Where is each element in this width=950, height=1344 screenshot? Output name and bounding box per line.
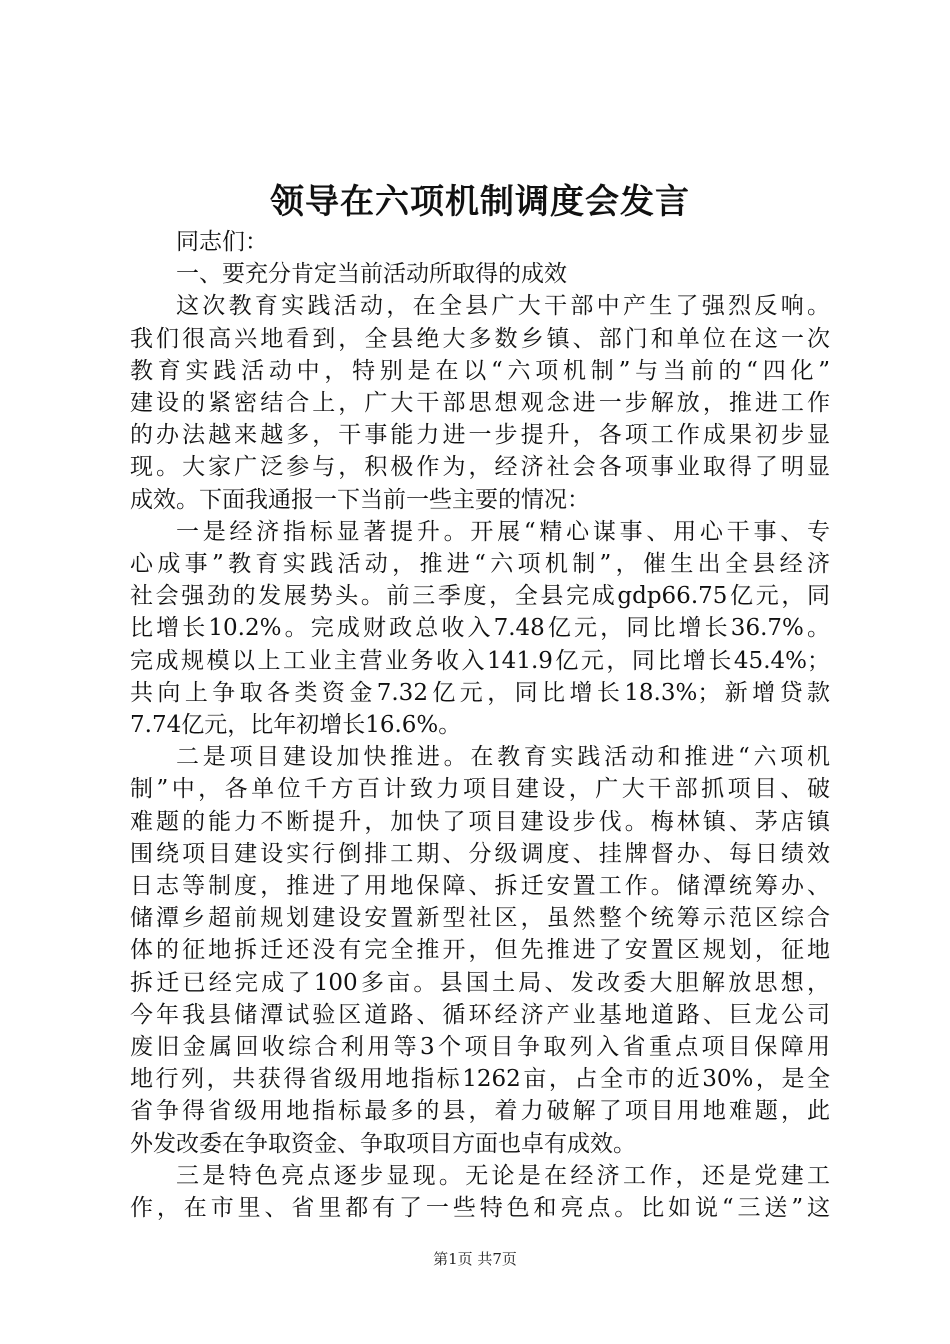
text-line: 日志等制度，推进了用地保障、拆迁安置工作。储潭统筹办、 (130, 873, 830, 900)
text-line: 的办法越来越多，干事能力进一步提升，各项工作成果初步显 (130, 422, 830, 449)
text-line: 建设的紧密结合上，广大干部思想观念进一步解放，推进工作 (130, 390, 830, 417)
document-title: 领导在六项机制调度会发言 (270, 182, 690, 222)
text-line: 心成事”教育实践活动，推进“六项机制”，催生出全县经济 (130, 551, 830, 578)
page-footer: 第1页 共7页 (433, 1250, 517, 1268)
text-line: 省争得省级用地指标最多的县，着力破解了项目用地难题，此 (130, 1098, 830, 1125)
document-body (130, 226, 830, 1224)
text-line: 成效。下面我通报一下当前一些主要的情况： (130, 486, 590, 513)
text-line: 一是经济指标显著提升。开展“精心谋事、用心干事、专 (176, 518, 830, 545)
text-line: 今年我县储潭试验区道路、循环经济产业基地道路、巨龙公司 (130, 1001, 830, 1028)
text-line: 二是项目建设加快推进。在教育实践活动和推进“六项机 (176, 744, 830, 771)
text-line: 一、要充分肯定当前活动所取得的成效 (176, 261, 567, 288)
text-line: 我们很高兴地看到，全县绝大多数乡镇、部门和单位在这一次 (130, 325, 830, 352)
text-line: 共向上争取各类资金7.32亿元，同比增长18.3%；新增贷款 (130, 679, 830, 706)
text-line: 储潭乡超前规划建设安置新型社区，虽然整个统筹示范区综合 (130, 905, 830, 932)
text-line: 教育实践活动中，特别是在以“六项机制”与当前的“四化” (130, 357, 830, 384)
text-line: 制”中，各单位千方百计致力项目建设，广大干部抓项目、破 (130, 776, 830, 803)
text-line: 外发改委在争取资金、争取项目方面也卓有成效。 (130, 1130, 636, 1157)
text-line: 社会强劲的发展势头。前三季度，全县完成gdp66.75亿元，同 (130, 583, 830, 610)
text-line: 比增长10.2%。完成财政总收入7.48亿元，同比增长36.7%。 (130, 615, 830, 642)
text-line: 现。大家广泛参与，积极作为，经济社会各项事业取得了明显 (130, 454, 830, 481)
text-line: 围绕项目建设实行倒排工期、分级调度、挂牌督办、每日绩效 (130, 840, 830, 867)
text-line: 这次教育实践活动，在全县广大干部中产生了强烈反响。 (176, 293, 830, 320)
text-line: 地行列，共获得省级用地指标1262亩，占全市的近30%，是全 (130, 1066, 830, 1093)
text-line: 废旧金属回收综合利用等3个项目争取列入省重点项目保障用 (130, 1034, 830, 1061)
text-line: 同志们： (176, 229, 268, 255)
document-page (130, 180, 830, 1224)
text-line: 拆迁已经完成了100多亩。县国土局、发改委大胆解放思想， (130, 969, 830, 996)
text-line: 体的征地拆迁还没有完全推开，但先推进了安置区规划，征地 (130, 937, 830, 964)
text-line: 作，在市里、省里都有了一些特色和亮点。比如说“三送”这 (130, 1195, 830, 1222)
text-line: 三是特色亮点逐步显现。无论是在经济工作，还是党建工 (176, 1162, 830, 1189)
text-line: 难题的能力不断提升，加快了项目建设步伐。梅林镇、茅店镇 (130, 808, 830, 835)
text-line: 完成规模以上工业主营业务收入141.9亿元，同比增长45.4%； (130, 647, 830, 674)
text-line: 7.74亿元，比年初增长16.6%。 (130, 712, 462, 739)
